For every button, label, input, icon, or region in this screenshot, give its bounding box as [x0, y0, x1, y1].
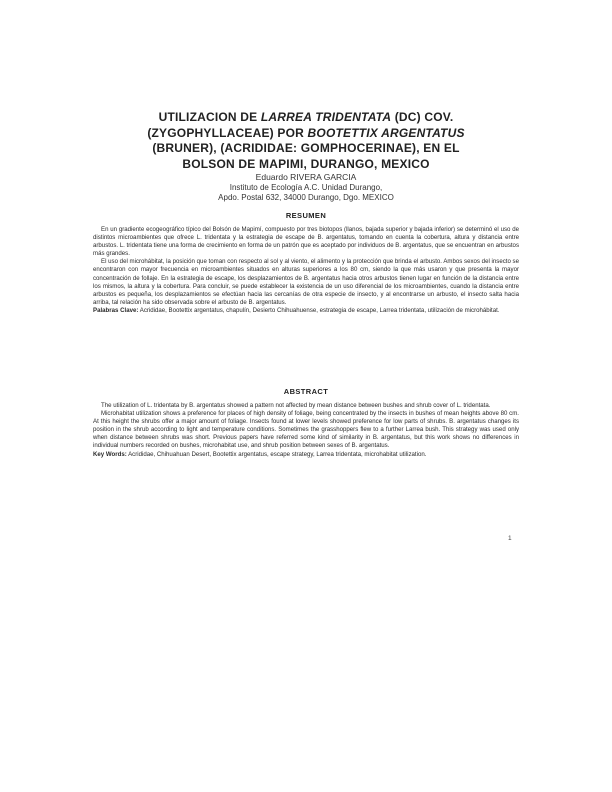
title-line-1 — [100, 110, 512, 126]
abstract-paragraph-1: The utilization of L. tridentata by B. argentatus showed a pattern not affected by mean distance between bushes and shrub cover of L. tridentata. — [101, 402, 491, 409]
resumen-body — [93, 226, 519, 315]
article-title — [100, 110, 512, 172]
keywords-label: Key Words: — [93, 450, 127, 458]
title-species: BOOTETTIX ARGENTATUS — [307, 125, 465, 140]
author-affiliation: Instituto de Ecología A.C. Unidad Durango, — [229, 182, 383, 192]
title-text: (DC) COV. — [391, 110, 454, 124]
resumen-paragraph-1: En un gradiente ecogeográfico típico del Bolsón de Mapimí, compuesto por tres biotopos (llanos, bajada superior y bajada inferior) se determinó el uso de distintos microambientes que ofrece L. tridentata y la estrategia de escape de B. argentatus, tomando en cuenta la cobertura, altura y distancia entre arbustos. L. tridentata tiene una forma de crecimiento en forma de un patrón que es aceptado por individuos de B. argentatus, que se encuentran en arbustos más grandes. — [93, 226, 519, 258]
keywords-label: Palabras Clave: — [93, 306, 139, 314]
abstract-keywords — [93, 451, 519, 459]
title-text: UTILIZACION DE — [158, 110, 261, 124]
page-number: 1 — [508, 535, 512, 542]
title-species: LARREA TRIDENTATA — [260, 110, 392, 124]
resumen-heading: RESUMEN — [285, 211, 327, 220]
title-line-3: (BRUNER), (ACRIDIDAE: GOMPHOCERINAE), EN EL — [152, 141, 460, 155]
author-name: Eduardo RIVERA GARCIA — [255, 172, 357, 182]
abstract-paragraph-2: Microhabitat utilization shows a preference for places of high density of foliage, being concentrated by the insects in bushes of mean heights above 80 cm. At this height the shrubs offer a major amount of foliage. Insects found at lower levels showed preference for low parts of shrubs. B. argentatus changes its position in the shrub according to light and temperature conditions. Sometimes the grasshoppers flew to a further Larrea bush. This strategy was used only when distance between shrubs was short. Previous papers have referred some kind of similarity in B. argentatus, but this work shows no differences in individual numbers recorded on bushes, microhabitat use, and shrub position between sexes of B. argentatus. — [93, 410, 519, 450]
abstract-body — [93, 402, 519, 459]
resumen-paragraph-2: El uso del microhábitat, la posición que toman con respecto al sol y al viento, el alimento y la protección que brinda el arbusto. Ambos sexos del insecto se encontraron con mayor frecuencia en microambientes situados en alturas superiores a los 80 cm, siendo la que más usaron y que presenta la mayor concentración de follaje. En la estrategia de escape, los desplazamientos de B. argentatus hacia otros arbustos tienen lugar en función de la distancia entre los mismos, la altura y la cobertura. Para concluir, se puede establecer la existencia de un uso diferencial de los microambientes, cuando la distancia entre arbustos es pequeña, los desplazamientos se efectúan hacia las cercanías de otra especie de insecto, y al encontrarse un arbusto, el insecto salta hacia arriba, tal relación ha sido observada sobre el arbusto de B. argentatus. — [93, 258, 519, 306]
keywords-text: Acrididae, Chihuahuan Desert, Bootettix argentatus, escape strategy, Larrea tridentata, microhabitat utilization. — [128, 450, 427, 458]
author-address: Apdo. Postal 632, 34000 Durango, Dgo. MEXICO — [218, 193, 394, 202]
title-line-2 — [100, 126, 512, 142]
resumen-keywords — [93, 307, 519, 315]
abstract-heading: ABSTRACT — [283, 387, 329, 396]
author-block — [150, 172, 462, 204]
title-line-4: BOLSON DE MAPIMI, DURANGO, MEXICO — [182, 156, 430, 171]
title-text: (ZYGOPHYLLACEAE) POR — [147, 125, 308, 140]
keywords-text: Acrididae, Bootettix argentatus, chapulín, Desierto Chihuahuense, estrategia de escape, Larrea tridentata, utilización de microhábitat. — [139, 306, 500, 314]
